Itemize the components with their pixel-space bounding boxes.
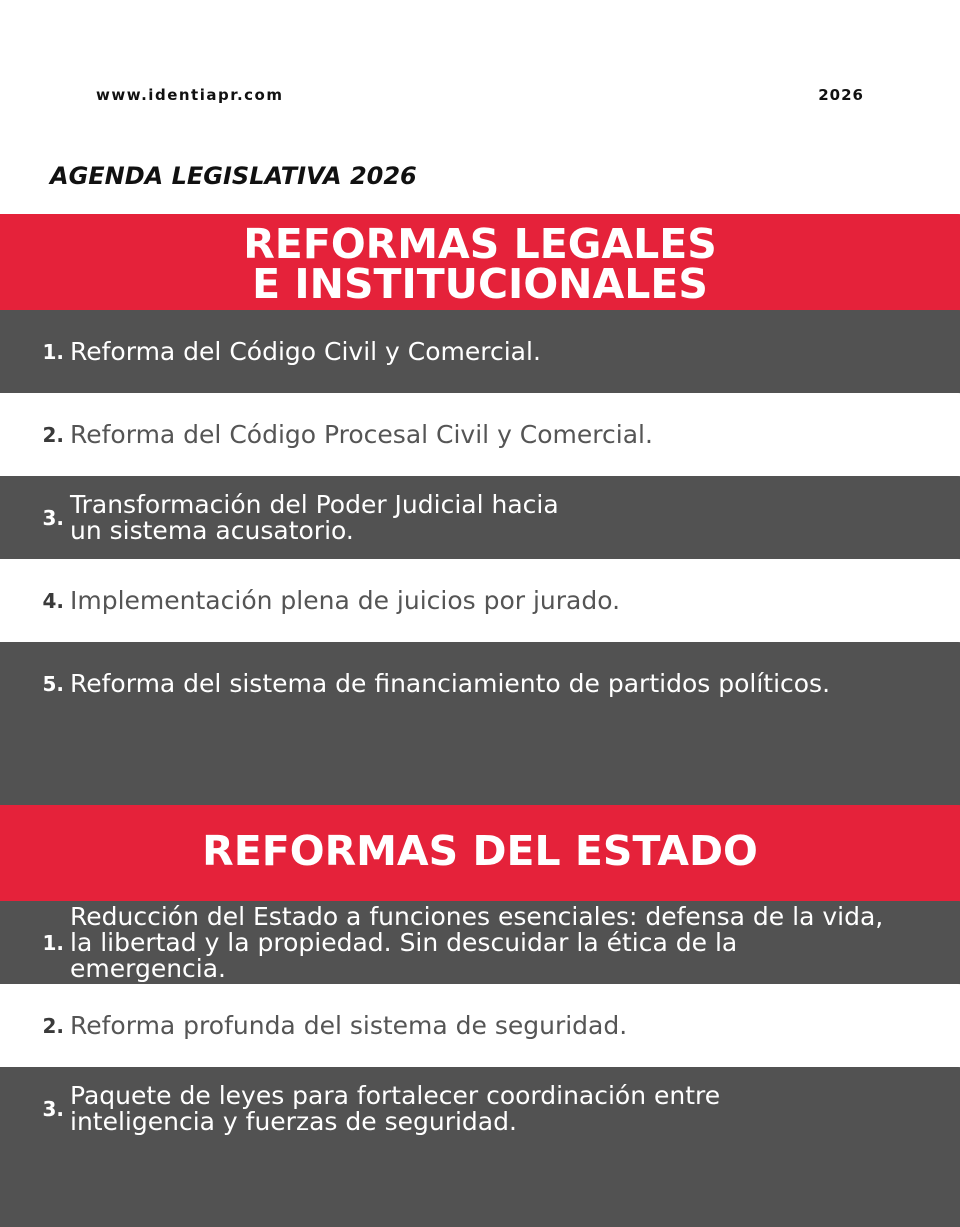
list-item	[0, 901, 960, 984]
section-legal-title-line1: REFORMAS LEGALES	[243, 220, 717, 268]
section-state-title: REFORMAS DEL ESTADO	[202, 827, 758, 875]
item-number: 2.	[42, 422, 64, 447]
agenda-title: AGENDA LEGISLATIVA 2026	[50, 162, 417, 190]
item-number: 2.	[42, 1013, 64, 1038]
item-text: Implementación plena de juicios por jurado.	[70, 585, 621, 615]
item-text: Reducción del Estado a funciones esenciales: defensa de la vida, la libertad y la propiedad. Sin descuidar la ética de la emergencia.	[70, 901, 884, 983]
item-number: 1.	[42, 930, 64, 955]
year-label: 2026	[818, 86, 864, 104]
item-number: 4.	[42, 588, 64, 613]
item-number: 3.	[42, 505, 64, 530]
item-text: Reforma del sistema de financiamiento de partidos políticos.	[70, 668, 831, 698]
item-text: Reforma del Código Civil y Comercial.	[70, 336, 541, 366]
list-item	[0, 393, 960, 476]
item-text: Reforma profunda del sistema de seguridad.	[70, 1010, 628, 1040]
item-number: 5.	[42, 671, 64, 696]
item-text: Paquete de leyes para fortalecer coordinación entre inteligencia y fuerzas de seguridad.	[70, 1080, 721, 1136]
list-item	[0, 476, 960, 559]
site-url: www.identiapr.com	[96, 86, 284, 104]
list-item	[0, 559, 960, 642]
list-item	[0, 642, 960, 725]
item-number: 3.	[42, 1096, 64, 1121]
item-number: 1.	[42, 339, 64, 364]
list-item	[0, 310, 960, 393]
list-item	[0, 1067, 960, 1150]
item-text: Transformación del Poder Judicial hacia un sistema acusatorio.	[70, 489, 559, 545]
section-legal-title-line2: E INSTITUCIONALES	[252, 260, 708, 308]
list-item	[0, 984, 960, 1067]
item-text: Reforma del Código Procesal Civil y Comercial.	[70, 419, 653, 449]
section-legal-title	[0, 220, 960, 308]
